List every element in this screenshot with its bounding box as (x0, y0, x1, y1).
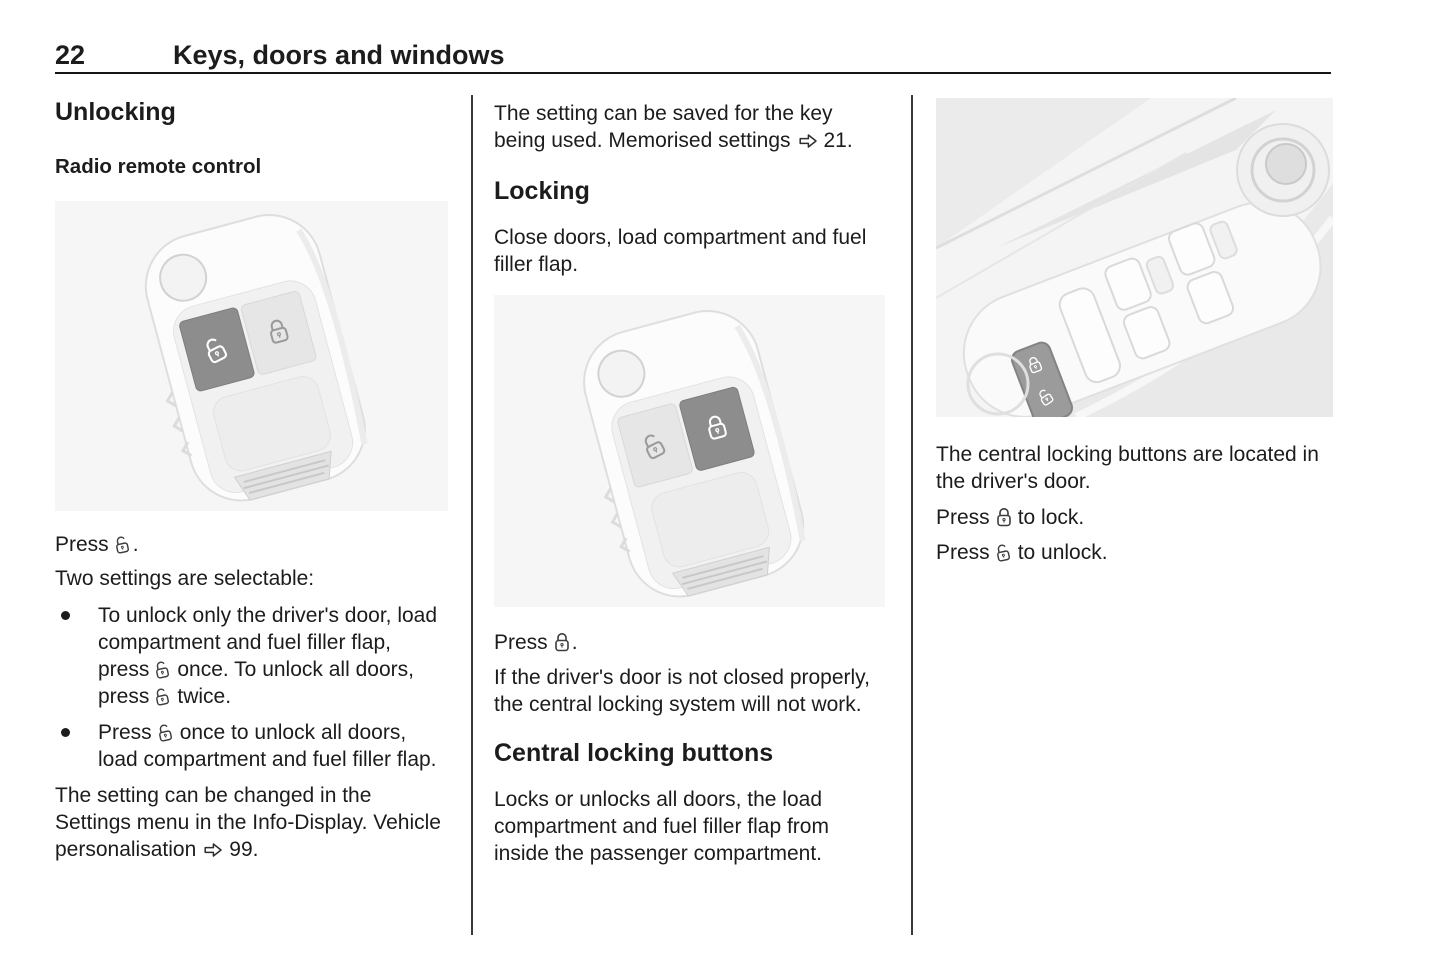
door-panel-image (936, 98, 1333, 417)
text-segment: twice. (177, 685, 232, 708)
lock-icon (995, 506, 1013, 528)
text-segment: Press (494, 631, 548, 654)
text-segment: Press (936, 506, 990, 529)
door-not-closed-warning: If the driver's door is not closed properly, the central locking system will not work. (494, 666, 870, 716)
central-locking-body: Locks or unlocks all doors, the load compartment and fuel filler flap from inside the passenger compartment. (494, 788, 829, 865)
text-segment: to lock. (1017, 506, 1085, 529)
unlock-icon (154, 658, 172, 680)
locking-intro: Close doors, load compartment and fuel filler flap. (494, 226, 867, 276)
settings-list (55, 602, 447, 773)
lock-icon (553, 631, 571, 653)
two-settings-line: Two settings are selectable: (55, 567, 315, 590)
page-reference: 99. (229, 838, 259, 861)
section-heading-unlocking: Unlocking (55, 98, 176, 126)
key-fob-lock-illustration (494, 295, 885, 607)
column-unlocking (55, 97, 447, 863)
list-item (55, 602, 447, 710)
key-fob-unlock-image (55, 201, 448, 511)
setting-change-note (55, 782, 447, 863)
column-divider (471, 95, 473, 935)
page-reference-arrow-icon (203, 842, 223, 858)
text-segment: Press (55, 533, 109, 556)
press-lock-line (494, 629, 884, 656)
text-segment: . (571, 631, 578, 654)
chapter-title: Keys, doors and windows (173, 40, 505, 70)
text-segment: Press (98, 721, 152, 744)
text-segment: To unlock only the driver's door, load compartment and fuel filler flap, press (98, 604, 438, 681)
column-locking (494, 100, 884, 867)
list-item (55, 719, 447, 773)
door-panel-illustration (936, 98, 1333, 417)
text-segment: The setting can be saved for the key being used. Memorised settings (494, 102, 833, 152)
subheading-radio-remote-control: Radio remote control (55, 155, 262, 178)
text-segment: once. To unlock all doors, press (98, 658, 414, 708)
memorised-settings-note (494, 100, 884, 154)
unlock-icon (154, 685, 172, 707)
unlock-icon (995, 541, 1013, 563)
page-reference-arrow-icon (798, 133, 818, 149)
text-segment: . (132, 533, 139, 556)
header-rule (55, 72, 1331, 74)
page-number: 22 (55, 40, 86, 70)
text-segment: once to unlock all doors, load compartment and fuel filler flap. (98, 721, 437, 771)
unlock-icon (157, 721, 175, 743)
column-divider (911, 95, 913, 935)
text-segment: Press (936, 541, 990, 564)
page-reference: 21. (823, 129, 853, 152)
section-heading-locking: Locking (494, 177, 590, 205)
key-fob-lock-image (494, 295, 885, 607)
text-segment: to unlock. (1017, 541, 1108, 564)
press-to-lock-line (936, 504, 1333, 531)
column-door-panel (936, 98, 1333, 566)
press-unlock-line (55, 531, 447, 558)
unlock-icon (114, 533, 132, 555)
text-segment: The setting can be changed in the Settings menu in the Info-Display. Vehicle personalisation (55, 784, 441, 861)
press-to-unlock-line (936, 539, 1333, 566)
section-heading-central-locking: Central locking buttons (494, 739, 774, 767)
key-fob-unlock-illustration (55, 201, 448, 511)
central-locking-location-note: The central locking buttons are located in the driver's door. (936, 443, 1319, 493)
